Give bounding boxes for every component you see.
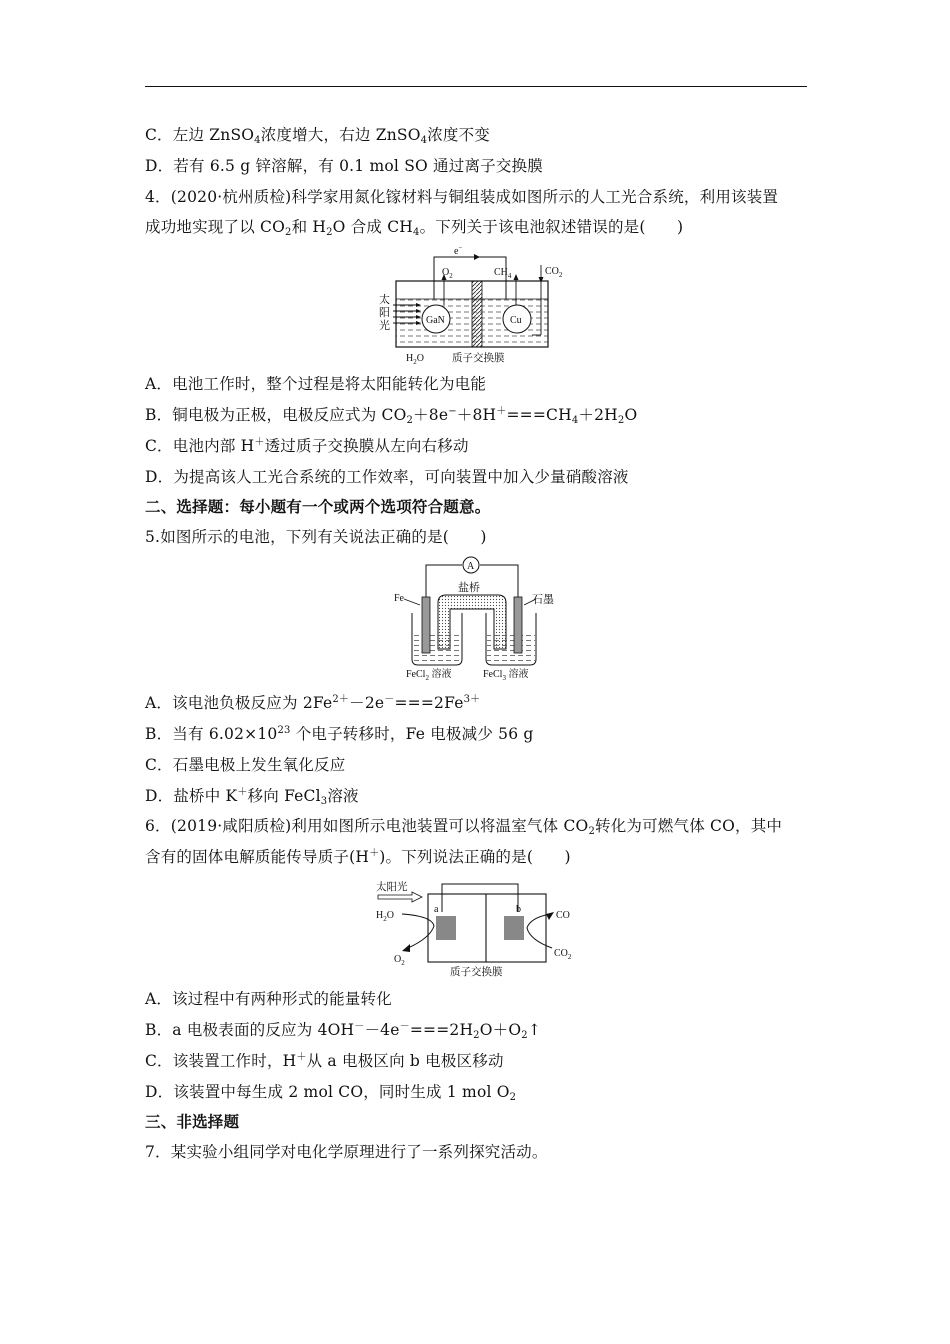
electrode-b [504, 916, 524, 940]
co2-label: $CO_2$ [545, 266, 563, 279]
q5-option-b: B．当有 $6.02\times 10^{23}$ 个电子转移时，Fe 电极减少 56 g [145, 725, 534, 743]
q3-option-d: D．若有 6.5 g 锌溶解，有 0.1 mol SO 通过离子交换膜 [145, 157, 543, 175]
sunlight-char-2: 阳 [379, 307, 390, 319]
graphite-electrode [514, 597, 522, 653]
ch4-label: $CH_4$ [494, 267, 512, 280]
gan-label: GaN [426, 315, 445, 326]
section-3-heading: 三、非选择题 [145, 1112, 240, 1131]
q4-option-d: D．为提高该人工光合系统的工作效率，可向装置中加入少量硝酸溶液 [145, 468, 629, 486]
h2o-label: $H_2O$ [376, 910, 394, 923]
sunlight-arrow [378, 892, 422, 902]
o2-label: $O_2$ [442, 267, 453, 280]
cu-label: Cu [510, 315, 522, 326]
sunlight-label: 太阳光 [376, 882, 408, 893]
q6-option-c: C．该装置工作时，H＋从 a 电极区向 b 电极区移动 [145, 1052, 504, 1070]
section-2-heading: 二、选择题：每小题有一个或两个选项符合题意。 [145, 497, 491, 516]
co2-label: $CO_2$ [554, 948, 572, 961]
o2-label: $O_2$ [394, 954, 405, 967]
electron-label: e− [454, 244, 463, 257]
electrode-b-label: b [516, 904, 521, 915]
q4-option-c: C．电池内部 H＋透过质子交换膜从左向右移动 [145, 437, 469, 455]
q4-option-b: B．铜电极为正极，电极反应式为 $CO_2+8e^-+8H^+===CH_4+2H_2O$ [145, 406, 638, 426]
h2o-label: $H_2O$ [406, 353, 424, 366]
q4-option-a: A．电池工作时，整个过程是将太阳能转化为电能 [145, 375, 487, 393]
membrane-label: 质子交换膜 [452, 353, 505, 364]
fe-electrode [422, 597, 430, 653]
q5-option-d: D．盐桥中 K＋移向 FeCl$_3$溶液 [145, 787, 359, 807]
fe-label: Fe [394, 593, 404, 604]
q4-stem-line1: 4．(2020·杭州质检)科学家用氮化镓材料与铜组装成如图所示的人工光合系统，利用该装置 [145, 188, 779, 206]
q6-stem-line2: 含有的固体电解质能传导质子(H＋)。下列说法正确的是( ) [145, 848, 571, 866]
q7-stem: 7．某实验小组同学对电化学原理进行了一系列探究活动。 [145, 1143, 548, 1161]
sunlight-char-1: 太 [379, 294, 390, 306]
q3-option-c: C．左边 ZnSO$_4$浓度增大，右边 ZnSO$_4$浓度不变 [145, 126, 491, 146]
q5-galvanic-cell-diagram [390, 553, 560, 681]
header-rule [145, 86, 807, 87]
q5-stem: 5.如图所示的电池，下列有关说法正确的是( ) [145, 528, 487, 546]
q6-option-b: B．a 电极表面的反应为 $4OH^--4e^-===2H_2O+O_2↑$ [145, 1021, 541, 1041]
membrane-label: 质子交换膜 [450, 967, 503, 978]
salt-bridge-label: 盐桥 [458, 582, 480, 594]
proton-membrane [472, 281, 482, 347]
right-solution-label: FeCl$_3$ 溶液 [483, 669, 529, 681]
q6-co2-conversion-diagram [372, 876, 582, 980]
q6-option-d: D．该装置中每生成 2 mol CO，同时生成 1 mol $O_2$ [145, 1083, 517, 1103]
electrode-a [436, 916, 456, 940]
sunlight-char-3: 光 [379, 320, 390, 332]
q6-option-a: A．该过程中有两种形式的能量转化 [145, 990, 392, 1008]
q6-stem-line1: 6．(2019·咸阳质检)利用如图所示电池装置可以将温室气体 $CO_2$转化为可燃气体 CO，其中 [145, 817, 783, 837]
electrode-a-label: a [434, 904, 439, 915]
q4-photocell-diagram [376, 243, 576, 367]
q5-option-a: A．该电池负极反应为 $2Fe^{2+}-2e^-===2Fe^{3+}$ [145, 694, 481, 712]
co-label: CO [556, 910, 570, 921]
graphite-label: 石墨 [532, 594, 554, 606]
q5-option-c: C．石墨电极上发生氧化反应 [145, 756, 346, 774]
ammeter-label: A [467, 561, 475, 572]
q4-stem-line2: 成功地实现了以 $CO_2$和 $H_2O$ 合成 $CH_4$。下列关于该电池叙述错误的是( ) [145, 218, 684, 238]
left-solution-label: FeCl$_2$ 溶液 [406, 669, 452, 681]
